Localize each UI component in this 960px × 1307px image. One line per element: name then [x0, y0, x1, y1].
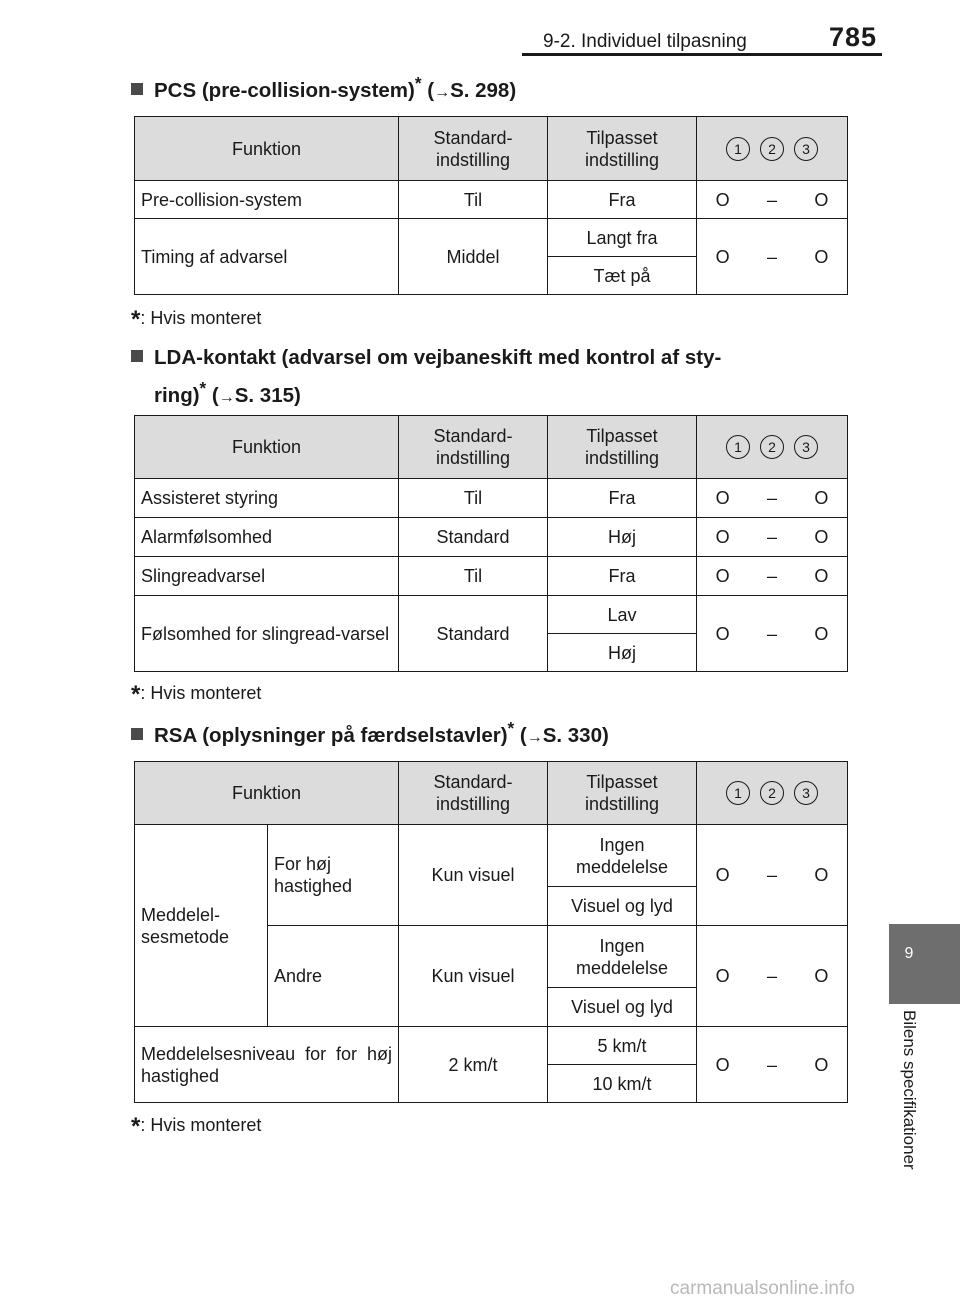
table-row: Visuel og lyd: [135, 887, 848, 926]
watermark: carmanualsonline.info: [670, 1278, 855, 1299]
table-row: Følsomhed for slingread-varsel Standard Lav O – O: [135, 596, 848, 634]
table-row: Tæt på: [135, 257, 848, 295]
circle-2-icon: 2: [760, 137, 784, 161]
page-reference[interactable]: S. 298): [450, 78, 517, 102]
table-row: 10 km/t: [135, 1065, 848, 1103]
bullet-square-icon: [131, 350, 143, 362]
footnote: *: Hvis monteret: [131, 681, 262, 708]
table-row: Andre Kun visuel Ingen meddelelse O – O: [135, 926, 848, 988]
circle-2-icon: 2: [760, 781, 784, 805]
circle-3-icon: 3: [794, 781, 818, 805]
table-row: Assisteret styring Til Fra O – O: [135, 479, 848, 518]
table-header-row: Funktion Standard-indstilling Tilpasset indstilling 1 2 3: [135, 416, 848, 479]
section-heading-lda: LDA-kontakt (advarsel om vejbaneskift med kontrol af sty- ring)* (→S. 315): [131, 342, 843, 413]
table-row: Timing af advarsel Middel Langt fra O – O: [135, 219, 848, 257]
header-rule: [522, 53, 882, 56]
table-row: Visuel og lyd: [135, 988, 848, 1027]
section-heading-rsa: RSA (oplysninger på færdselstavler)* (→S. 330): [131, 719, 609, 748]
section-title: 9-2. Individuel tilpasning: [543, 31, 747, 52]
page-reference[interactable]: S. 330): [542, 723, 609, 747]
table-row: Meddelel-sesmetode For høj hastighed Kun visuel Ingen meddelelse O – O: [135, 825, 848, 887]
bullet-square-icon: [131, 728, 143, 740]
settings-table-pcs: [134, 116, 848, 295]
page-reference[interactable]: S. 315): [234, 383, 301, 407]
page-number: 785: [829, 22, 878, 52]
circle-3-icon: 3: [794, 435, 818, 459]
chapter-number: 9: [904, 945, 914, 962]
circle-3-icon: 3: [794, 137, 818, 161]
arrow-right-icon: →: [218, 388, 235, 406]
circle-1-icon: 1: [726, 781, 750, 805]
chapter-label-text: Bilens specifikationer: [900, 1010, 919, 1170]
footnote: *: Hvis monteret: [131, 306, 262, 333]
circle-2-icon: 2: [760, 435, 784, 459]
arrow-right-icon: →: [434, 83, 451, 101]
table-row: Meddelelsesniveau for for høj hastighed 2 km/t 5 km/t O – O: [135, 1027, 848, 1065]
table-row: Alarmfølsomhed Standard Høj O – O: [135, 518, 848, 557]
circle-1-icon: 1: [726, 435, 750, 459]
table-header-row: Funktion Standard-indstilling Tilpasset indstilling 1 2 3: [135, 117, 848, 181]
settings-table-lda: [134, 415, 848, 672]
table-row: Pre-collision-system Til Fra O – O: [135, 181, 848, 219]
chapter-tab: [889, 924, 960, 1004]
footnote: *: Hvis monteret: [131, 1113, 262, 1140]
table-header-row: Funktion Standard-indstilling Tilpasset indstilling 1 2 3: [135, 762, 848, 825]
settings-table-rsa: [134, 761, 848, 1103]
table-row: Slingreadvarsel Til Fra O – O: [135, 557, 848, 596]
table-row: Høj: [135, 634, 848, 672]
bullet-square-icon: [131, 83, 143, 95]
section-heading-pcs: PCS (pre-collision-system)* (→S. 298): [131, 74, 516, 103]
arrow-right-icon: →: [526, 728, 543, 746]
circle-1-icon: 1: [726, 137, 750, 161]
chapter-label: [897, 1010, 921, 1200]
